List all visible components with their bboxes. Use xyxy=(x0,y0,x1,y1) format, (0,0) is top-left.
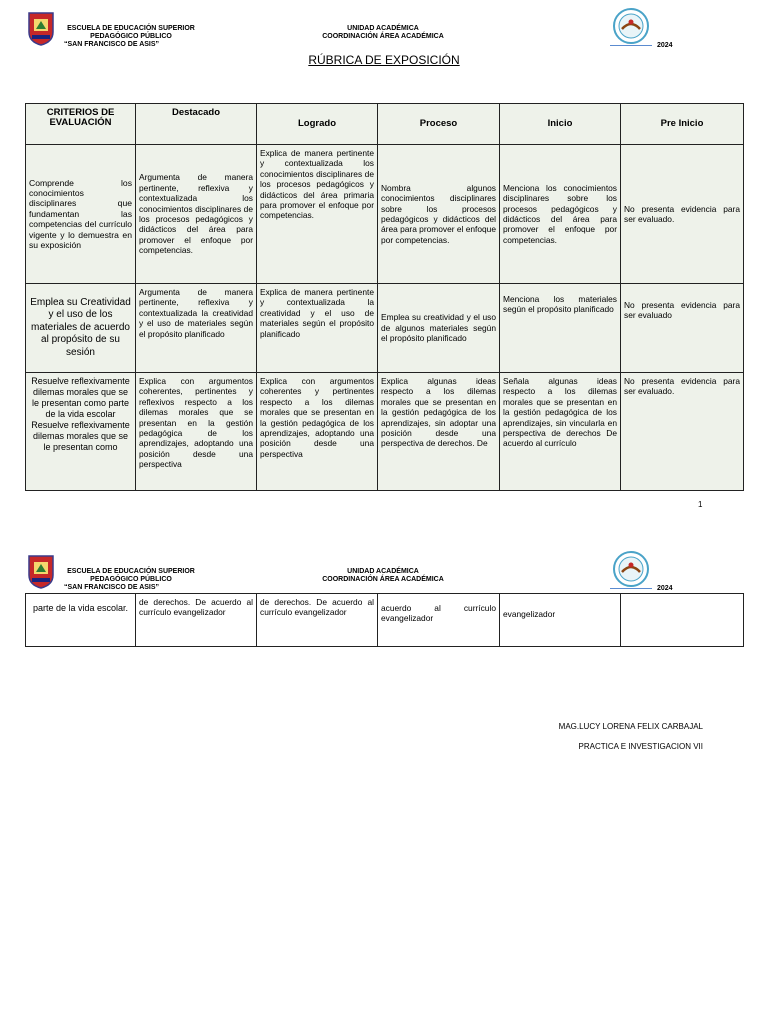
table-cell: Emplea su creatividad y el uso de algunos materiales según el propósito planificado xyxy=(378,284,500,373)
table-cell: Argumenta de manera pertinente, reflexiva y contextualizada la creatividad y el uso de materiales según el propósito planificado xyxy=(136,284,257,373)
school-name-line: “SAN FRANCISCO DE ASIS” xyxy=(64,584,160,591)
header-year: 2024 xyxy=(657,585,673,592)
cell-text: Explica con argumentos coherentes, pertinentes y reflexivos respecto a los dilemas morales que se presentan en la gestión pedagógica de los aprendizajes, adoptando una posición desde una perspectiva xyxy=(139,376,253,470)
table-row xyxy=(26,284,744,373)
rubric-table xyxy=(25,103,744,491)
cell-text: Explica con argumentos coherentes y pertinentes respecto a los dilemas morales que se presentan en la gestión pedagógica de los aprendizajes, adoptando una posición desde una perspectiva xyxy=(260,376,374,459)
table-cell: acuerdo al currículo evangelizador xyxy=(378,594,500,647)
table-row xyxy=(26,145,744,284)
table-cell xyxy=(621,373,744,491)
table-cell: evangelizador xyxy=(500,594,621,647)
table-cell: No presenta evidencia para ser evaluado xyxy=(621,284,744,373)
unit-line: COORDINACIÓN ÁREA ACADÉMICA xyxy=(322,576,444,583)
page-number: 1 xyxy=(698,500,703,509)
school-name-line: PEDAGÓGICO PÚBLICO xyxy=(90,33,172,40)
table-cell xyxy=(500,373,621,491)
school-name-line: ESCUELA DE EDUCACIÓN SUPERIOR xyxy=(67,568,195,575)
header-rule xyxy=(610,45,652,46)
institution-seal xyxy=(612,550,650,588)
column-header: Logrado xyxy=(257,104,378,145)
table-cell xyxy=(136,373,257,491)
school-name-line: “SAN FRANCISCO DE ASIS” xyxy=(64,41,160,48)
table-cell xyxy=(621,594,744,647)
rubric-table-continuation xyxy=(25,593,744,647)
unit-name xyxy=(290,25,476,41)
table-cell: Menciona los materiales según el propósito planificado xyxy=(500,284,621,373)
table-cell: Comprende los conocimientos disciplinares que fundamentan las competencias del currículo vigente y lo demuestra en su exposición xyxy=(26,145,136,284)
page-title: RÚBRICA DE EXPOSICIÓN xyxy=(308,53,460,67)
school-logo xyxy=(28,555,54,589)
cell-text: Señala algunas ideas respecto a los dilemas morales que se presentan en la gestión pedagógica de los aprendizajes, sin vincularla en perspectiva de derechos De acuerdo al currículo xyxy=(503,376,617,449)
table-cell: parte de la vida escolar. xyxy=(26,594,136,647)
unit-line: UNIDAD ACADÉMICA xyxy=(347,25,419,32)
cell-text: Explica algunas ideas respecto a los dilemas morales que se presentan en la gestión pedagógica de los aprendizajes, sin adoptar una posición desde una perspectiva de derechos. De xyxy=(381,376,496,449)
header-rule xyxy=(610,588,652,589)
signature-course: PRACTICA E INVESTIGACION VII xyxy=(578,742,703,751)
signature-name: MAG.LUCY LORENA FELIX CARBAJAL xyxy=(558,722,703,731)
table-cell xyxy=(26,373,136,491)
unit-line: UNIDAD ACADÉMICA xyxy=(347,568,419,575)
table-cell: Emplea su Creatividad y el uso de los materiales de acuerdo al propósito de su sesión xyxy=(26,284,136,373)
column-header: Pre Inicio xyxy=(621,104,744,145)
school-name-line: ESCUELA DE EDUCACIÓN SUPERIOR xyxy=(67,25,195,32)
table-cell: de derechos. De acuerdo al currículo evangelizador xyxy=(136,594,257,647)
table-cell: de derechos. De acuerdo al currículo evangelizador xyxy=(257,594,378,647)
table-header-row xyxy=(26,104,744,145)
table-cell: Explica de manera pertinente y contextualizada los conocimientos disciplinares de los procesos pedagógicos y didácticos del área primaria para promover el enfoque por competencias. xyxy=(257,145,378,284)
unit-name xyxy=(290,568,476,584)
school-name xyxy=(58,568,204,592)
school-logo xyxy=(28,12,54,46)
table-row xyxy=(26,594,744,647)
table-cell xyxy=(257,373,378,491)
table-cell: No presenta evidencia para ser evaluado. xyxy=(621,145,744,284)
cell-text: Resuelve reflexivamente dilemas morales que se le presentan como parte de la vida escolar Resuelve reflexivamente dilemas morales que se le presentan como xyxy=(31,376,130,452)
column-header: CRITERIOS DE EVALUACIÓN xyxy=(26,104,136,145)
table-cell: Nombra algunos conocimientos disciplinares sobre los procesos pedagógicos y didácticos del área para promover el enfoque por competencias. xyxy=(378,145,500,284)
header-year: 2024 xyxy=(657,42,673,49)
column-header: Destacado xyxy=(136,104,257,145)
table-cell xyxy=(378,373,500,491)
table-cell: Argumenta de manera pertinente, reflexiva y contextualizada los conocimientos disciplinares de los procesos pedagógicos y didácticos del área para promover el enfoque por competencias. xyxy=(136,145,257,284)
column-header: Inicio xyxy=(500,104,621,145)
cell-text: No presenta evidencia para ser evaluado. xyxy=(624,376,740,397)
school-name xyxy=(58,25,204,49)
school-name-line: PEDAGÓGICO PÚBLICO xyxy=(90,576,172,583)
column-header: Proceso xyxy=(378,104,500,145)
table-row xyxy=(26,373,744,491)
table-cell: Explica de manera pertinente y contextualizada la creatividad y el uso de materiales según el propósito planificado xyxy=(257,284,378,373)
unit-line: COORDINACIÓN ÁREA ACADÉMICA xyxy=(322,33,444,40)
table-cell: Menciona los conocimientos disciplinares sobre los procesos pedagógicos y didácticos del área para promover el enfoque por competencias. xyxy=(500,145,621,284)
institution-seal xyxy=(612,7,650,45)
